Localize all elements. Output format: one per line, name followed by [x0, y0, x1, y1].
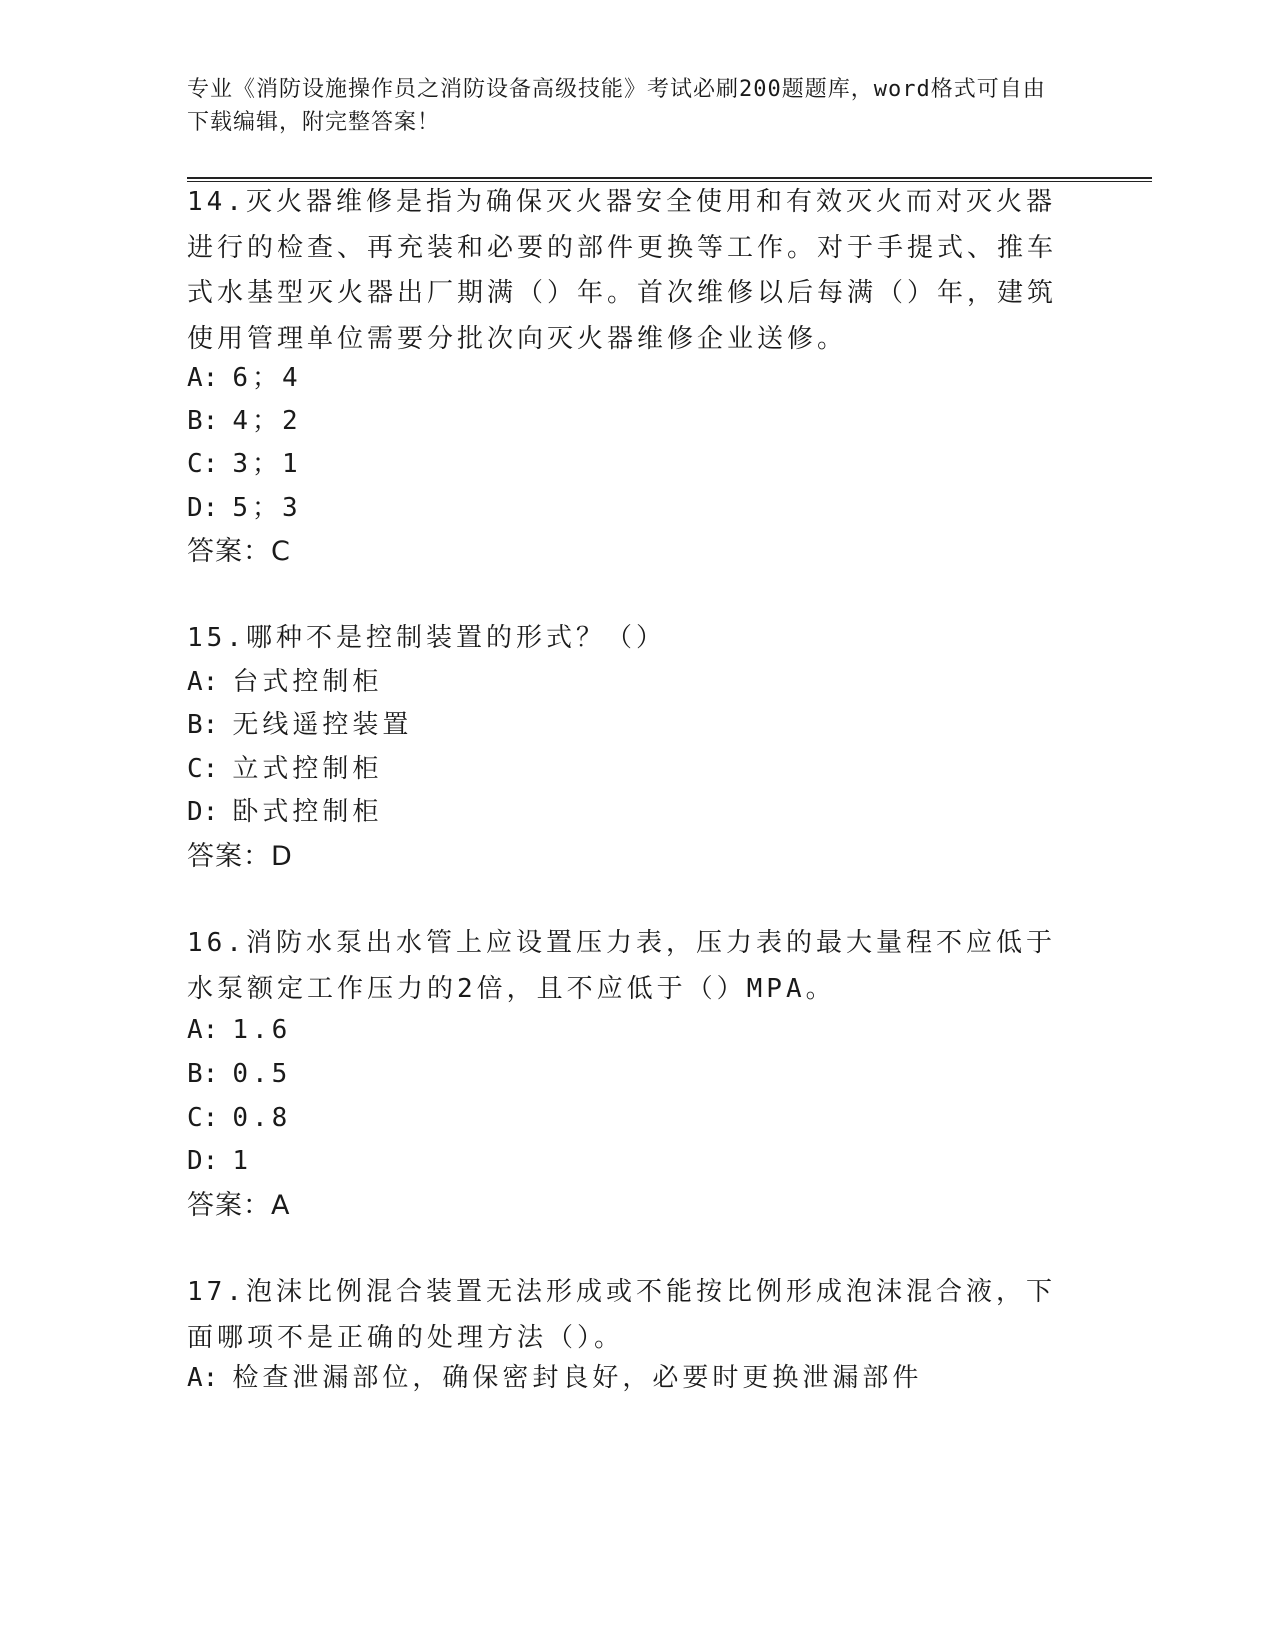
question-14-text: 14.灭火器维修是指为确保灭火器安全使用和有效灭火而对灭火器进行的检查、再充装和必要的部件更换等工作。对于手提式、推车式水基型灭火器出厂期满（）年。首次维修以后每满（）年，建筑使用管理单位需要分批次向灭火器维修企业送修。: [187, 187, 1058, 354]
question-14-answer: 答案：C: [187, 536, 291, 567]
question-16-text: 16.消防水泵出水管上应设置压力表，压力表的最大量程不应低于水泵额定工作压力的2倍，且不应低于（）MPA。: [187, 928, 1056, 1004]
option-text: 无线遥控装置: [232, 710, 413, 740]
option-label: C:: [187, 754, 219, 784]
option-label: B:: [187, 1059, 219, 1089]
option-label: D:: [187, 493, 219, 523]
option-label: D:: [187, 797, 219, 827]
option-label: B:: [187, 710, 219, 740]
option-label: B:: [187, 406, 219, 436]
option-label: A:: [187, 1363, 219, 1393]
document-header: 专业《消防设施操作员之消防设备高级技能》考试必刷200题题库，word格式可自由下载编辑，附完整答案！: [187, 77, 1046, 135]
question-16-option-d: [187, 1139, 252, 1185]
question-14-option-d: [187, 486, 302, 532]
question-15-option-c: [187, 747, 382, 793]
option-label: C:: [187, 1103, 219, 1133]
question-14-option-c: [187, 442, 302, 488]
option-text: 1: [232, 1146, 252, 1176]
option-label: A:: [187, 1015, 219, 1045]
question-16-answer: 答案：A: [187, 1190, 291, 1221]
option-text: 0.5: [232, 1059, 292, 1089]
question-17-option-a: [187, 1356, 922, 1402]
question-14-option-b: [187, 399, 302, 445]
question-16-option-c: [187, 1096, 291, 1142]
option-text: 4；2: [232, 406, 302, 436]
option-text: 台式控制柜: [232, 667, 383, 697]
option-label: A:: [187, 363, 219, 393]
question-15-text: 15.哪种不是控制装置的形式？（）: [187, 623, 666, 653]
option-text: 检查泄漏部位，确保密封良好，必要时更换泄漏部件: [232, 1363, 923, 1393]
option-text: 3；1: [232, 449, 302, 479]
question-15-option-a: [187, 660, 382, 706]
question-14-option-a: [187, 356, 302, 402]
option-text: 卧式控制柜: [232, 797, 383, 827]
option-label: D:: [187, 1146, 219, 1176]
option-text: 1.6: [232, 1015, 292, 1045]
option-label: A:: [187, 667, 219, 697]
question-16-option-a: [187, 1008, 291, 1054]
question-15-option-b: [187, 703, 412, 749]
option-text: 立式控制柜: [232, 754, 383, 784]
question-15-answer: 答案：D: [187, 841, 293, 872]
question-15-option-d: [187, 790, 382, 836]
question-17-text: 17.泡沫比例混合装置无法形成或不能按比例形成泡沫混合液，下面哪项不是正确的处理方法（）。: [187, 1277, 1056, 1353]
option-label: C:: [187, 449, 219, 479]
option-text: 0.8: [232, 1103, 292, 1133]
option-text: 6；4: [232, 363, 302, 393]
question-16-option-b: [187, 1052, 291, 1098]
option-text: 5；3: [232, 493, 302, 523]
